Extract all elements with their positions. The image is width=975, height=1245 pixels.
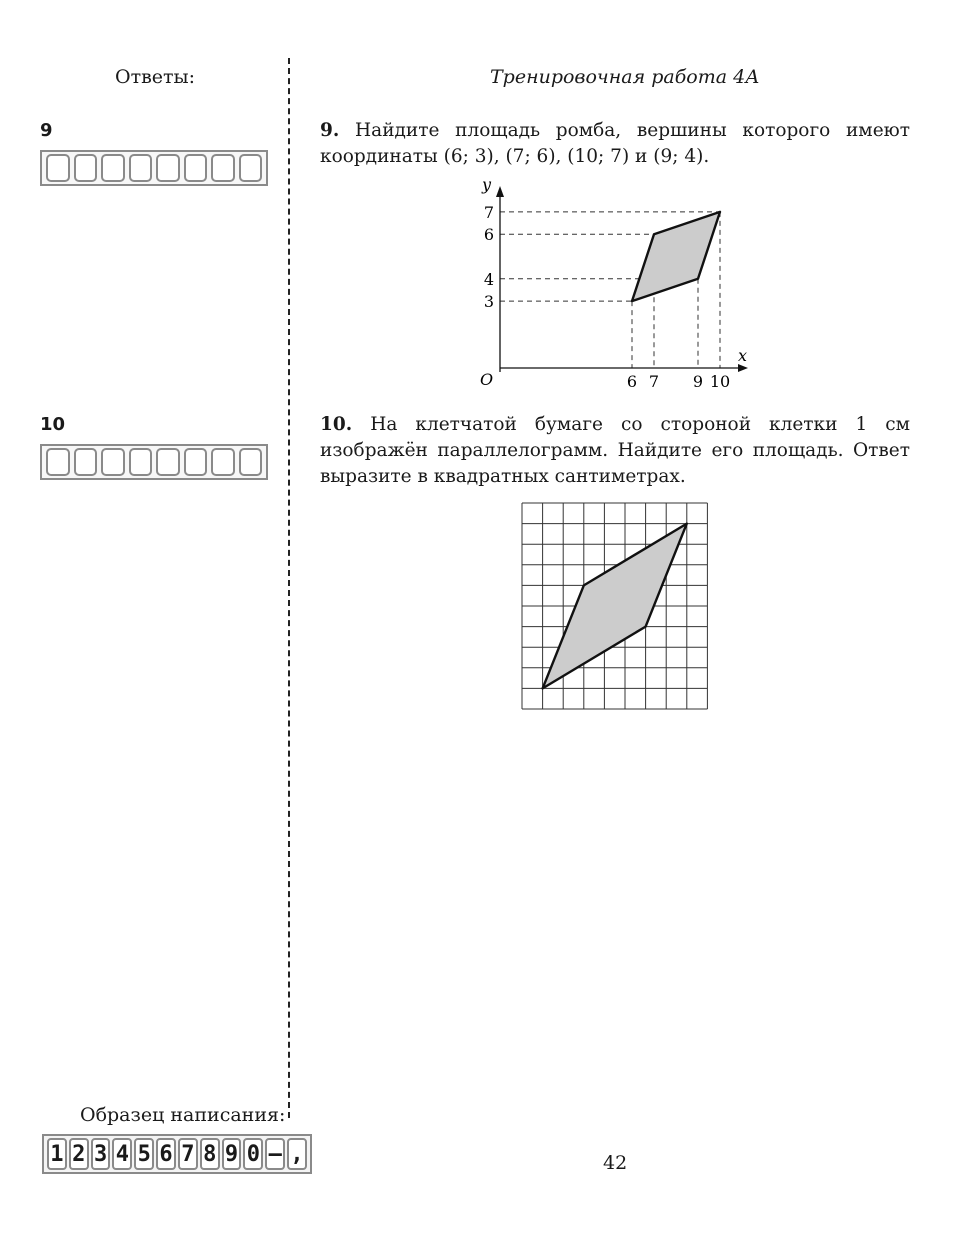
x-tick-label: 9 <box>692 372 704 391</box>
page-header-title: Тренировочная работа 4А <box>490 66 760 88</box>
y-tick-label: 3 <box>483 292 494 312</box>
sample-digit: 5 <box>134 1138 154 1170</box>
answer-10-field[interactable] <box>40 444 268 480</box>
answer-cell[interactable] <box>129 448 153 476</box>
origin-label: O <box>480 370 494 389</box>
y-tick-label: 4 <box>483 269 494 289</box>
answer-cell[interactable] <box>101 448 125 476</box>
sample-label: Образец написания: <box>80 1104 286 1126</box>
answer-cell[interactable] <box>46 448 70 476</box>
sample-digit: 7 <box>178 1138 198 1170</box>
problem-10 <box>320 412 910 490</box>
problem-10-text: На клетчатой бумаге со стороной клетки 1 см изображён параллелограмм. Найдите его площадь. Ответ выразите в квадратных сантиметрах. <box>320 414 910 487</box>
answers-title: Ответы: <box>115 66 196 88</box>
x-tick-label: 7 <box>648 372 660 391</box>
y-axis-label: y <box>482 175 492 194</box>
answer-cell[interactable] <box>184 448 208 476</box>
sample-digit: 1 <box>47 1138 67 1170</box>
sample-digit: 3 <box>91 1138 111 1170</box>
y-tick-label: 7 <box>483 202 494 222</box>
problem-10-number: 10. <box>320 414 353 435</box>
answer-9-number: 9 <box>40 120 53 141</box>
y-axis-arrow-icon <box>496 186 504 197</box>
answer-cell[interactable] <box>101 154 125 182</box>
answer-cell[interactable] <box>211 448 235 476</box>
answer-cell[interactable] <box>156 448 180 476</box>
answer-cell[interactable] <box>74 154 98 182</box>
sample-digit: 4 <box>112 1138 132 1170</box>
x-tick-label: 10 <box>709 372 731 391</box>
sample-digit: 9 <box>222 1138 242 1170</box>
problem-9-figure <box>470 172 760 394</box>
page-number: 42 <box>603 1152 628 1174</box>
x-tick-label: 6 <box>626 372 638 391</box>
sample-digit: 6 <box>156 1138 176 1170</box>
problem-10-figure <box>520 502 710 712</box>
answer-cell[interactable] <box>129 154 153 182</box>
x-axis-label: x <box>738 346 748 365</box>
sample-digit: 8 <box>200 1138 220 1170</box>
x-axis-arrow-icon <box>738 364 748 372</box>
sample-digits <box>42 1134 312 1174</box>
answer-cell[interactable] <box>156 154 180 182</box>
answer-cell[interactable] <box>211 154 235 182</box>
answer-cell[interactable] <box>239 448 263 476</box>
answer-cell[interactable] <box>184 154 208 182</box>
rhombus-shape <box>632 212 720 301</box>
sample-digit: , <box>287 1138 307 1170</box>
problem-9 <box>320 118 910 170</box>
answer-cell[interactable] <box>74 448 98 476</box>
problem-9-text: Найдите площадь ромба, вершины которого имеют координаты (6; 3), (7; 6), (10; 7) и (9; 4). <box>320 120 910 167</box>
answer-cell[interactable] <box>239 154 263 182</box>
problem-9-number: 9. <box>320 120 340 141</box>
sample-digit: – <box>265 1138 285 1170</box>
sample-digit: 0 <box>243 1138 263 1170</box>
answer-9-field[interactable] <box>40 150 268 186</box>
answer-cell[interactable] <box>46 154 70 182</box>
y-tick-label: 6 <box>483 225 494 245</box>
sample-digit: 2 <box>69 1138 89 1170</box>
column-divider <box>288 58 290 1118</box>
answer-10-number: 10 <box>40 414 66 435</box>
